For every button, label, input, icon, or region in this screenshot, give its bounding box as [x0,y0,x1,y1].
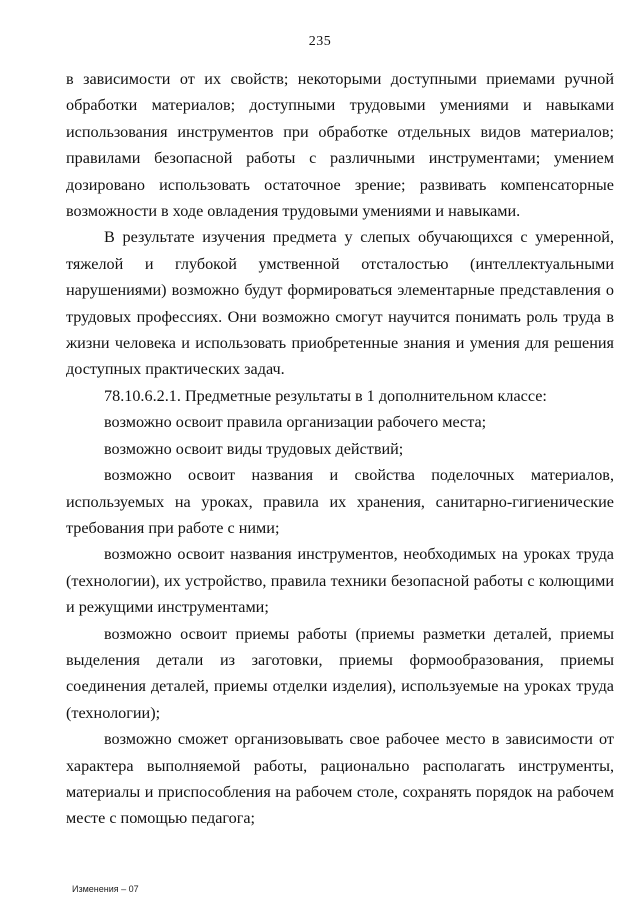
document-body [66,66,614,832]
list-item: возможно освоит приемы работы (приемы разметки деталей, приемы выделения детали из заготовки, приемы формообразования, приемы соединения деталей, приемы отделки изделия), используемые на уроках труда (технологии); [66,624,614,722]
list-item: возможно сможет организовывать свое рабочее место в зависимости от характера выполняемой работы, рационально располагать инструменты, материалы и приспособления на рабочем столе, сохранять порядок на рабочем месте с помощью педагога; [66,730,614,828]
paragraph: В результате изучения предмета у слепых обучающихся с умеренной, тяжелой и глубокой умственной отсталостью (интеллектуальными нарушениями) возможно будут формироваться элементарные представления о трудовых профессиях. Они возможно смогут научится понимать роль труда в жизни человека и использовать приобретенные знания и умения для решения доступных практических задач. [66,228,614,379]
section-heading: 78.10.6.2.1. Предметные результаты в 1 дополнительном классе: [104,386,547,405]
list-item: возможно освоит правила организации рабочего места; [104,413,487,432]
footer-revision-note: Изменения – 07 [72,884,139,894]
page-number: 235 [308,34,332,49]
list-item: возможно освоит виды трудовых действий; [104,439,404,458]
list-item: возможно освоит названия инструментов, необходимых на уроках труда (технологии), их устройство, правила техники безопасной работы с колющими и режущими инструментами; [66,545,614,617]
paragraph: в зависимости от их свойств; некоторыми доступными приемами ручной обработки материалов; доступными трудовыми умениями и навыками использования инструментов при обработке отдельных видов материалов; правилами безопасной работы с различными инструментами; умением дозировано использовать остаточное зрение; развивать компенсаторные возможности в ходе овладения трудовыми умениями и навыками. [66,70,614,221]
list-item: возможно освоит названия и свойства поделочных материалов, используемых на уроках, правила их хранения, санитарно-гигиенические требования при работе с ними; [66,466,614,537]
